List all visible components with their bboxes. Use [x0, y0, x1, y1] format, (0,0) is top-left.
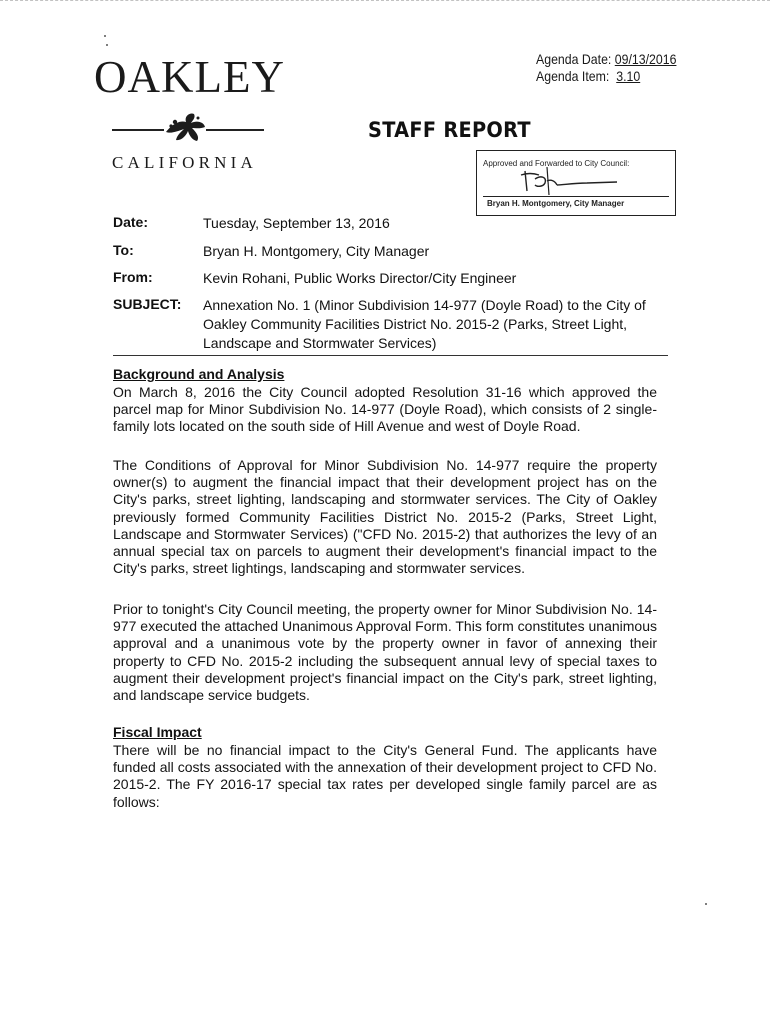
agenda-date-label: Agenda Date: [536, 51, 612, 67]
approver-name: Bryan H. Montgomery, City Manager [487, 199, 625, 208]
memo-subject-label: SUBJECT: [113, 296, 182, 312]
approval-label: Approved and Forwarded to City Council: [483, 159, 630, 168]
paragraph-fiscal-1: There will be no financial impact to the City's General Fund. The applicants have funded all costs associated with the annexation of their development project to CFD No. 2015-2. The FY 2016-17 special tax rates per developed single family parcel are as follows: [113, 742, 657, 810]
memo-subject-value: Annexation No. 1 (Minor Subdivision 14-977 (Doyle Road) to the City of Oakley Community Facilities District No. 2015-2 (Parks, Street Light, Landscape and Stormwater Services) [203, 297, 646, 351]
memo-from-label: From: [113, 269, 153, 285]
memo-date-value: Tuesday, September 13, 2016 [203, 215, 390, 231]
signature-line [483, 196, 669, 197]
page-title: STAFF REPORT [368, 118, 531, 142]
handwritten-signature [517, 165, 627, 195]
agenda-item-value: 3.10 [616, 68, 641, 84]
approval-box [476, 150, 676, 216]
logo-rule-left [112, 129, 164, 131]
memo-from-value: Kevin Rohani, Public Works Director/City Engineer [203, 270, 517, 286]
paragraph-background-2: The Conditions of Approval for Minor Subdivision No. 14-977 require the property owner(s) to augment the financial impact that their development project has on the City's parks, street lighting, landscaping and stormwater services. The City of Oakley previously formed Community Facilities District No. 2015-2 (Parks, Street Light, Landscape and Stormwater Services) ("CFD No. 2015-2) that authorizes the levy of an annual special tax on parcels to augment their development's financial impact to the City's parks, street lightings, landscaping and stormwater services. [113, 457, 657, 577]
section-heading-fiscal: Fiscal Impact [113, 724, 202, 740]
oak-leaf-icon [162, 110, 208, 146]
scan-speck [104, 35, 106, 37]
scan-edge-top [0, 0, 770, 4]
logo-rule-right [206, 129, 264, 131]
paragraph-background-1: On March 8, 2016 the City Council adopted Resolution 31-16 which approved the parcel map for Minor Subdivision No. 14-977 (Doyle Road), which consists of 2 single-family lots located on the south side of Hill Avenue and west of Doyle Road. [113, 384, 657, 435]
scan-speck [106, 44, 108, 46]
agenda-item-label: Agenda Item: [536, 68, 610, 84]
paragraph-background-3: Prior to tonight's City Council meeting, the property owner for Minor Subdivision No. 14-977 executed the attached Unanimous Approval Form. This form constitutes unanimous approval and a unanimous vote by the property owner in favor of annexing their property to CFD No. 2015-2 including the subsequent annual levy of special taxes to augment their development project's financial impact on the City's park, street lighting, and landscape service budgets. [113, 601, 657, 704]
memo-to-label: To: [113, 242, 134, 258]
header-divider [113, 355, 668, 356]
scan-speck [705, 903, 707, 905]
memo-date-label: Date: [113, 214, 149, 230]
logo-wordmark: OAKLEY [94, 52, 285, 102]
memo-to-value: Bryan H. Montgomery, City Manager [203, 243, 430, 259]
logo-subtitle: CALIFORNIA [112, 153, 257, 172]
agenda-date [536, 51, 676, 67]
section-heading-background: Background and Analysis [113, 366, 285, 382]
agenda-item [536, 68, 649, 84]
agenda-date-value: 09/13/2016 [614, 51, 677, 67]
